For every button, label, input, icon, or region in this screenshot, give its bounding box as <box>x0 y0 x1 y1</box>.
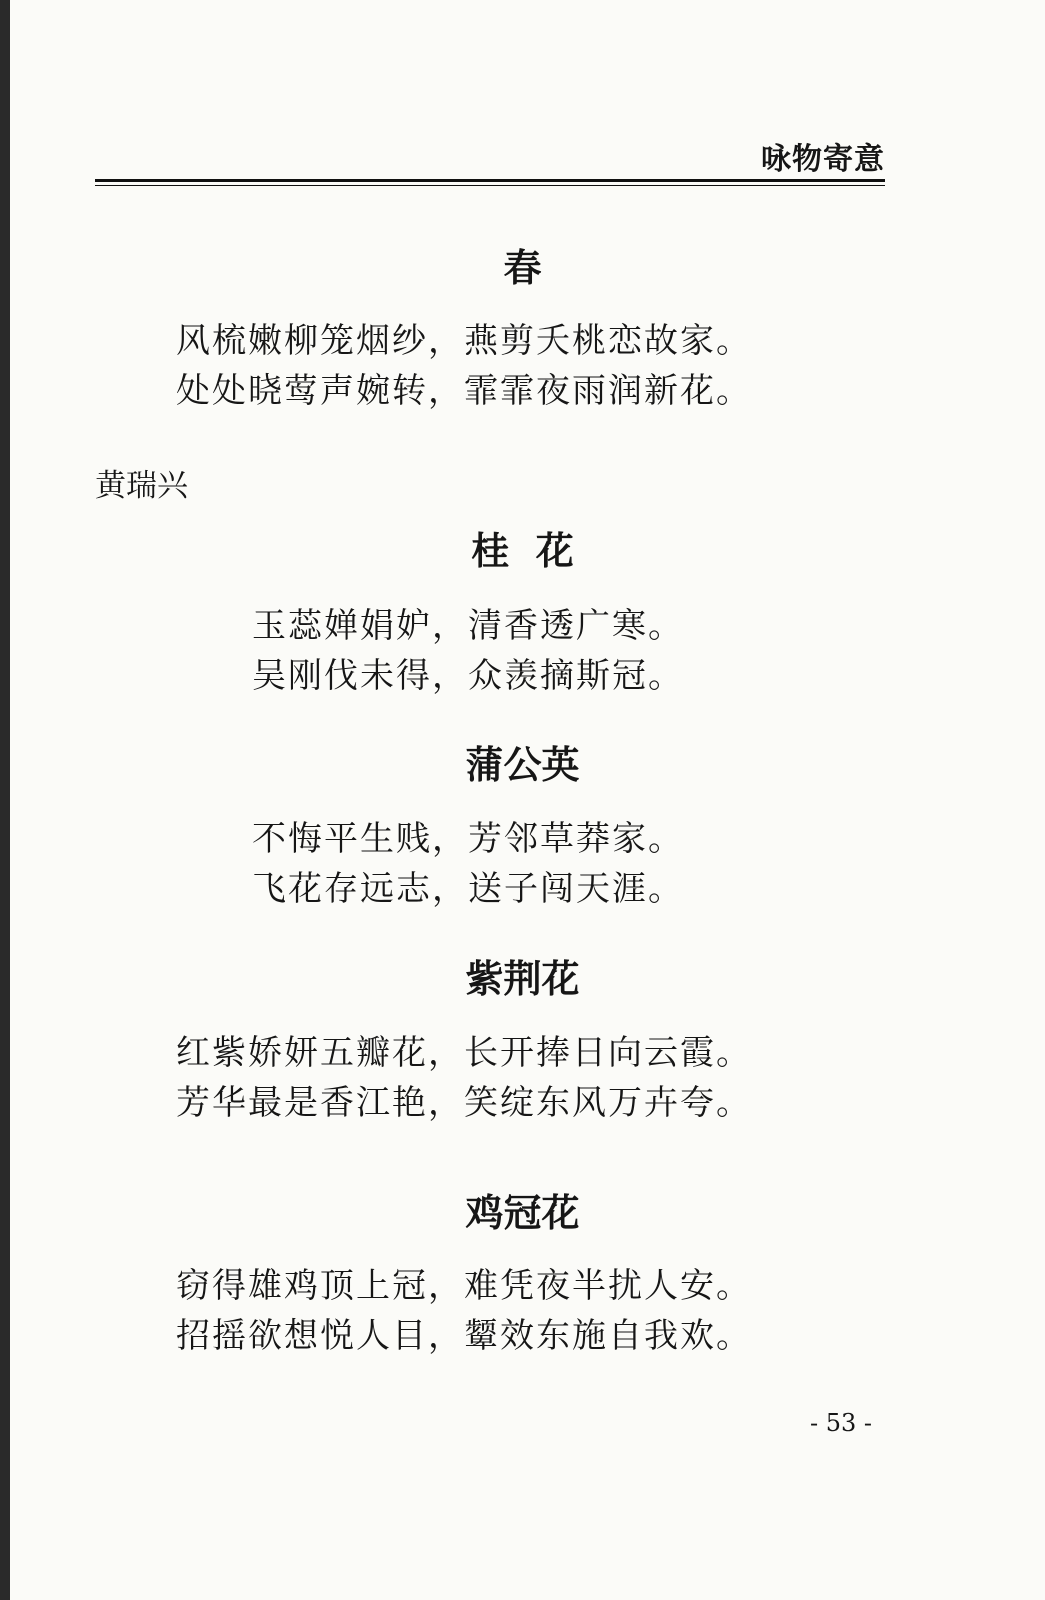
poem-line: 处处晓莺声婉转，霏霏夜雨润新花。 <box>176 371 752 411</box>
section-title: 咏物寄意 <box>761 142 885 177</box>
poem-line: 窃得雄鸡顶上冠，难凭夜半扰人安。 <box>176 1266 752 1306</box>
scan-left-edge <box>0 0 10 1600</box>
poem-line: 玉蕊婵娟妒，清香透广寒。 <box>252 606 684 646</box>
page-number: - 53 - <box>810 1409 873 1437</box>
poem-title-dandelion: 蒲公英 <box>465 742 580 787</box>
running-header <box>95 140 885 190</box>
poem-line: 红紫娇妍五瓣花，长开捧日向云霞。 <box>176 1033 752 1073</box>
poem-title-osmanthus: 桂 花 <box>471 528 574 573</box>
poem-line: 飞花存远志，送子闯天涯。 <box>252 869 684 909</box>
poem-line: 招摇欲想悦人目，颦效东施自我欢。 <box>176 1316 752 1356</box>
author-name: 黄瑞兴 <box>95 468 188 504</box>
poem-line: 吴刚伐未得，众羡摘斯冠。 <box>252 656 684 696</box>
poem-title-spring: 春 <box>503 245 542 290</box>
poem-title-bauhinia: 紫荆花 <box>465 956 580 1001</box>
header-rule-thick <box>95 179 885 182</box>
poem-line: 不悔平生贱，芳邻草莽家。 <box>252 819 684 859</box>
poem-line: 风梳嫩柳笼烟纱，燕剪夭桃恋故家。 <box>176 321 752 361</box>
poem-title-cockscomb: 鸡冠花 <box>465 1190 580 1235</box>
header-rule-thin <box>95 185 885 186</box>
poem-line: 芳华最是香江艳，笑绽东风万卉夸。 <box>176 1083 752 1123</box>
